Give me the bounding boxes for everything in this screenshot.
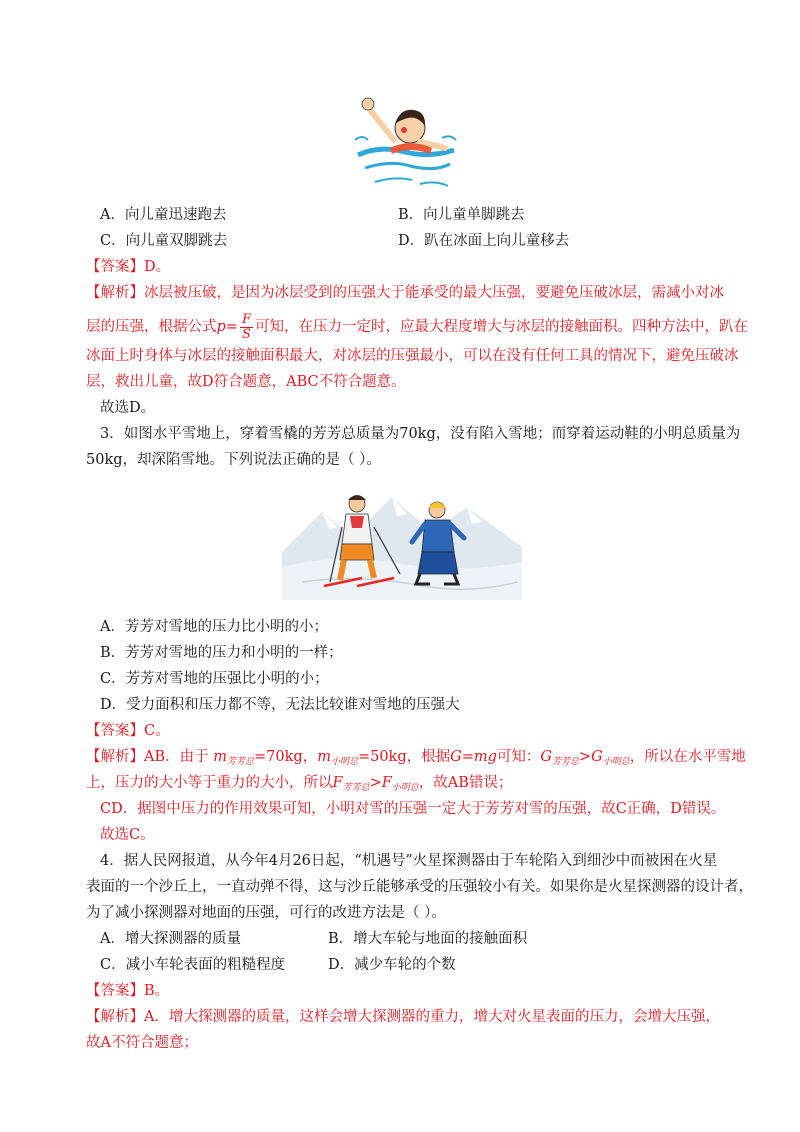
q3-a1-mid2: =50kg，根据 [357,749,451,765]
q3-a2-post: ，故AB错误； [418,775,513,791]
gravity-formula: G=mg [450,749,497,765]
q4-stem-line3: 为了减小探测器对地面的压强，可行的改进方法是（ ）。 [86,905,446,921]
q2-option-c: C．向儿童双脚跳去 [100,233,228,249]
force-symbol-xm: F [381,775,392,791]
q3-answer: 【答案】C。 [86,723,170,739]
subscript-fangfang-2: 芳芳总 [551,757,579,767]
force-symbol-ff: F [332,775,343,791]
formula-p: p [216,319,226,335]
q2-analysis-line2-post: 可知，在压力一定时，应最大程度增大与冰层的接触面积。四种方法中，趴在 [254,319,748,335]
q4-analysis-line2: 故A不符合题意； [86,1035,198,1051]
q4-option-a: A．增大探测器的质量 [100,931,241,947]
q2-conclusion: 故选D。 [100,400,156,416]
greater-than: > [579,749,592,765]
q3-a1-mid1: =70kg， [254,749,318,765]
subscript-xiaoming: 小明总 [330,757,358,767]
q2-analysis-line1: 【解析】冰层被压破，是因为冰层受到的压强大于能承受的最大压强，要避免压破冰层，需减小对冰 [86,285,724,301]
subscript-xiaoming-2: 小明总 [602,757,630,767]
q3-a1-mid3: 可知： [496,749,541,765]
q3-analysis-line2 [86,773,706,798]
q3-conclusion: 故选C。 [100,827,155,843]
q3-option-c: C．芳芳对雪地的压强比小明的小； [100,671,329,687]
q4-option-b: B．增大车轮与地面的接触面积 [328,931,528,947]
formula-denominator: S [242,326,251,342]
drowning-child-illustration [350,90,460,195]
q4-option-c: C．减小车轮表面的粗糙程度 [100,957,286,973]
q3-stem-line2: 50kg，却深陷雪地。下列说法正确的是（ ）。 [86,452,381,468]
q3-a1-pre: 【解析】AB．由于 [86,749,214,765]
weight-symbol-ff: G [540,749,552,765]
q2-analysis-line3: 冰面上时身体与冰层的接触面积最大，对冰层的压强最小，可以在没有任何工具的情况下，避免压破冰 [86,348,739,364]
formula-numerator: F [241,311,251,327]
q3-option-a: A．芳芳对雪地的压力比小明的小； [100,619,328,635]
q2-analysis-line2 [86,311,748,342]
q2-analysis-line4: 层，救出儿童，故D符合题意，ABC不符合题意。 [86,374,406,390]
q4-stem-line1: 4．据人民网报道，从今年4月26日起，“机遇号”火星探测器由于车轮陷入到细沙中而被困在火星 [100,853,718,869]
q3-a2-pre: 上，压力的大小等于重力的大小，所以 [86,775,333,791]
subscript-xiaoming-3: 小明总 [391,783,419,793]
formula-equals: = [225,319,238,335]
q4-analysis-line1: 【解析】A．增大探测器的质量，这样会增大探测器的重力，增大对火星表面的压力，会增大压强， [86,1009,720,1025]
weight-symbol-xm: G [591,749,603,765]
q3-option-b: B．芳芳对雪地的压力和小明的一样； [100,645,343,661]
q4-answer: 【答案】B。 [86,983,170,999]
q4-stem-line2: 表面的一个沙丘上，一直动弹不得，这与沙丘能够承受的压强较小有关。如果你是火星探测器的设计者， [86,879,753,895]
mass-symbol-xm: m [317,749,331,765]
mass-symbol-ff: m [213,749,227,765]
q2-answer: 【答案】D。 [86,259,171,275]
subscript-fangfang: 芳芳总 [227,757,255,767]
q3-analysis-line3: CD．据图中压力的作用效果可知，小明对雪的压强一定大于芳芳对雪的压强，故C正确，D错误。 [100,801,726,817]
q2-option-a: A．向儿童迅速跑去 [100,207,227,223]
q3-option-d: D．受力面积和压力都不等，无法比较谁对雪地的压强大 [100,697,460,713]
subscript-fangfang-3: 芳芳总 [342,783,370,793]
q3-analysis-line1 [86,747,746,772]
q4-option-d: D．减少车轮的个数 [328,957,456,973]
formula-fraction [240,313,253,342]
greater-than-2: > [369,775,382,791]
q3-a1-post: ，所以在水平雪地 [629,749,746,765]
q3-stem-line1: 3．如图水平雪地上，穿着雪橇的芳芳总质量为70kg，没有陷入雪地；而穿着运动鞋的小明总质量为 [100,426,741,442]
q2-option-d: D．趴在冰面上向儿童移去 [398,233,570,249]
q2-analysis-line2-pre: 层的压强，根据公式 [86,319,217,335]
snow-skiers-illustration [282,482,522,600]
q2-option-b: B．向儿童单脚跳去 [398,207,525,223]
